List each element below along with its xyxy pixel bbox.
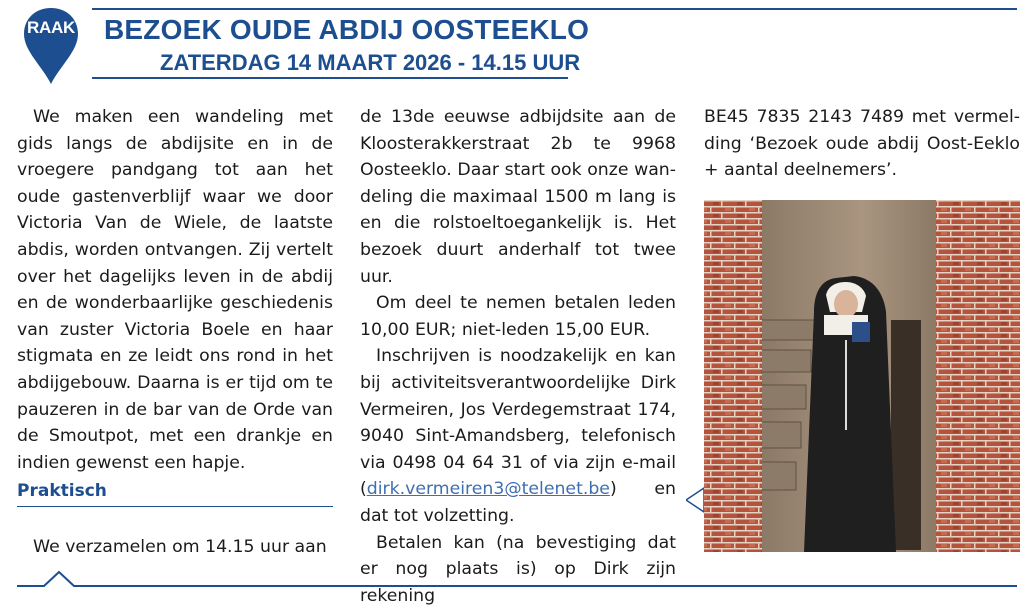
article-column-2 <box>360 104 676 609</box>
intro-paragraph: We maken een wandeling met gids langs de abdijsite en in de vroegere pandgang tot aan het oude gastenverblijf waar we door Victoria Van de Wiele, de laatste abdis, worden ontvangen. Zij vertelt over het dagelijks leven in de abdij en de wonderbaarlijke geschiedenis van zuster Victoria Boele en haar stigmata en ze leidt ons rond in het abdijgebouw. Daarna is er tijd om te pauzeren in de bar van de Orde van de Smoutpot, met een drankje en indien gewenst een hapje. <box>17 104 333 476</box>
article-column-3 <box>704 104 1020 184</box>
abbey-photo <box>686 200 1020 552</box>
section-heading-praktisch: Praktisch <box>17 481 107 501</box>
article-column-1 <box>17 104 333 476</box>
header-title-rule <box>92 77 568 79</box>
article-column-1-continued <box>17 534 333 561</box>
bank-account-paragraph: BE45 7835 2143 7489 met vermelding ‘Bezoek oude abdij Oost-Eeklo + aantal deelnemers’. <box>704 104 1020 184</box>
section-rule <box>17 506 333 507</box>
location-paragraph: de 13de eeuwse adbijdsite aan de Kloosterakkerstraat 2b te 9968 Oosteeklo. Daar start ook onze wandeling die maximaal 1500 m lang is en die rolstoeltoegankelijk is. Het bezoek duurt anderhalf tot twee uur. <box>360 104 676 290</box>
registration-text: Inschrijven is noodzakelijk en kan bij activiteitsverantwoordelijke Dirk Vermeiren, Jos Verdegemstraat 174, 9040 Sint-Amandsberg, telefonisch via 0498 04 64 31 of via zijn e-mail ( <box>360 346 676 499</box>
registration-paragraph <box>360 343 676 529</box>
email-link[interactable]: dirk.vermeiren3@telenet.be <box>367 479 610 499</box>
raak-badge-label: RAAK <box>22 18 80 38</box>
payment-paragraph: Betalen kan (na bevestiging dat er nog plaats is) op Dirk zijn rekening <box>360 530 676 609</box>
event-date: ZATERDAG 14 MAART 2026 - 14.15 UUR <box>160 50 580 76</box>
header-top-rule <box>92 8 1017 10</box>
price-paragraph: Om deel te nemen betalen leden 10,00 EUR; niet-leden 15,00 EUR. <box>360 290 676 343</box>
meeting-paragraph: We verzamelen om 14.15 uur aan <box>17 534 333 561</box>
footer-rule <box>17 570 1017 592</box>
page-title: BEZOEK OUDE ABDIJ OOSTEEKLO <box>104 14 589 46</box>
registration-text-end: ) en dat tot volzetting. <box>360 479 676 526</box>
